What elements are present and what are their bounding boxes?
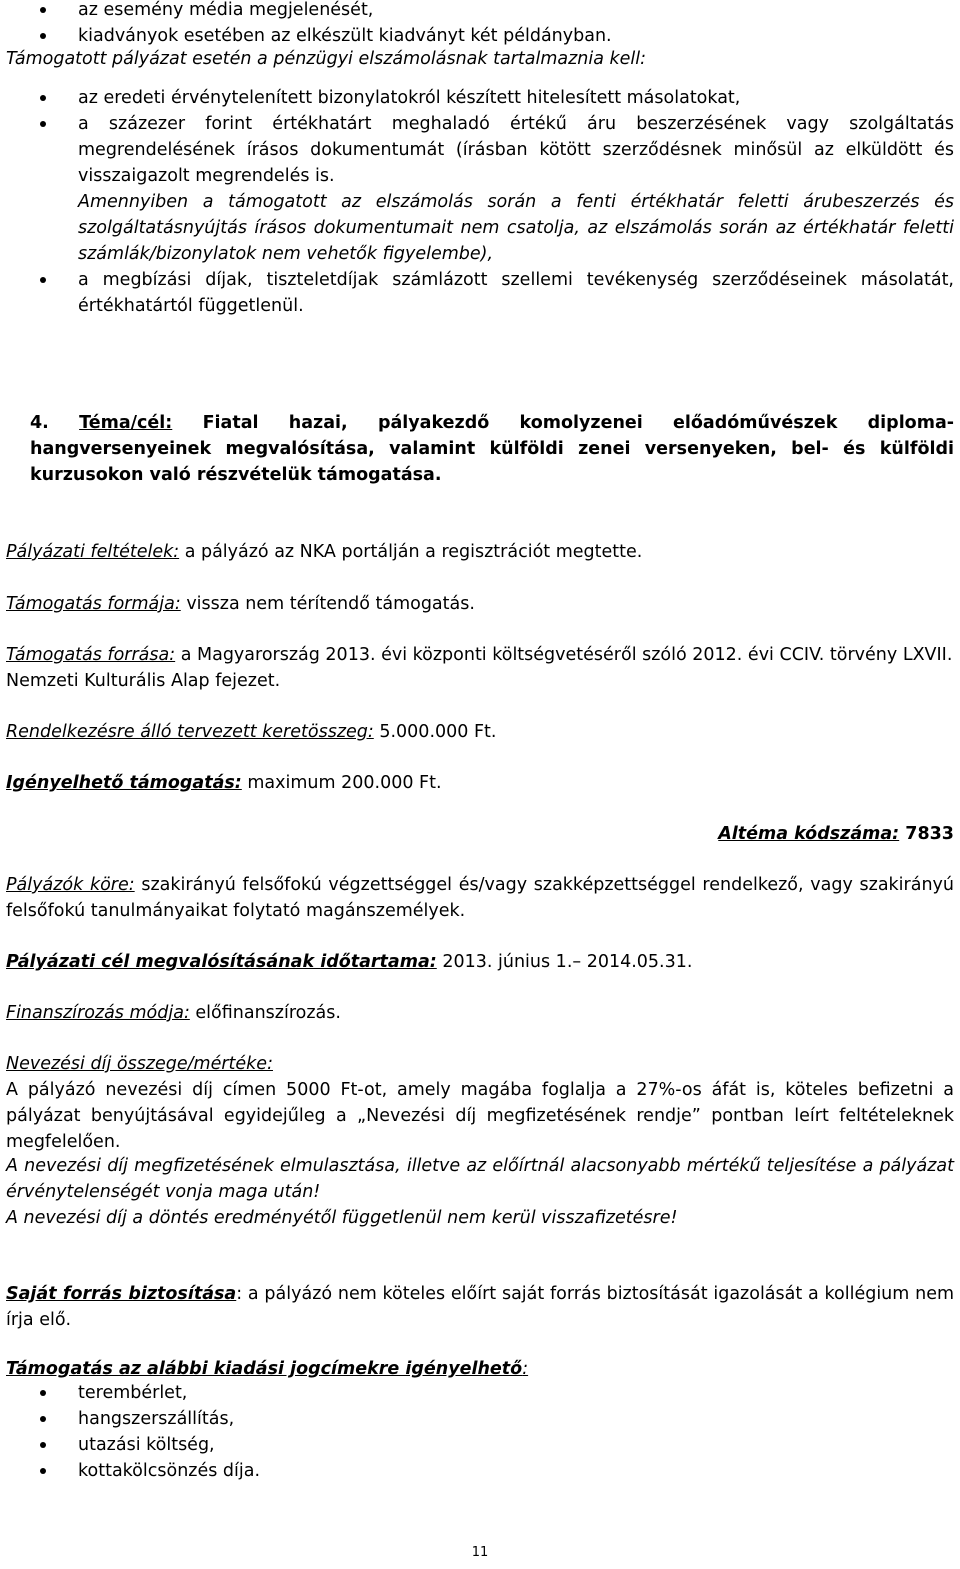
topic-number: 4. (30, 413, 49, 433)
budget-label: Rendelkezésre álló tervezett keretösszeg: (6, 722, 374, 742)
own-funds-label: Saját forrás biztosítása (6, 1284, 237, 1304)
financial-heading: Támogatott pályázat esetén a pénzügyi elszámolásnak tartalmaznia kell: (6, 49, 647, 69)
max-support-label: Igényelhető támogatás: (6, 773, 242, 793)
eligible-label: Támogatás az alábbi kiadási jogcímekre igényelhető (6, 1359, 523, 1379)
form-text: vissza nem térítendő támogatás. (180, 594, 475, 614)
subtopic-section (6, 821, 954, 847)
fee-warning-2: A nevezési díj a döntés eredményétől függetlenül nem kerül visszafizetésre! (6, 1208, 678, 1228)
eligible-list (0, 1380, 960, 1484)
subtopic-label: Altéma kódszáma: (718, 824, 900, 844)
applicants-text: szakirányú felsőfokú végzettséggel és/vagy szakképzettséggel rendelkező, vagy szakirányú felsőfokú tanulmányaikat folytató magánszemélyek. (6, 875, 954, 921)
source-label: Támogatás forrása: (6, 645, 176, 665)
fee-text: A pályázó nevezési díj címen 5000 Ft-ot, amely magába foglalja a 27%-os áfát is, köteles befizetni a pályázat benyújtásával egyidejűleg a „Nevezési díj megfizetésének rendje” pontban leírt feltételeknek megfelelően. (6, 1080, 954, 1152)
duration-section (6, 949, 954, 975)
list-item: az esemény média megjelenését, (0, 0, 960, 23)
own-funds-text: : a pályázó nem köteles előírt saját forrás biztosítását igazolását a kollégium nem írja elő. (6, 1284, 955, 1330)
applicants-section (6, 872, 954, 924)
topic-text: Fiatal hazai, pályakezdő komolyzenei előadóművészek diploma-hangversenyeinek megvalósítása, valamint külföldi zenei versenyeken, bel- és külföldi kurzusokon való részvételük támogatása. (30, 413, 955, 485)
conditions-section (6, 539, 954, 565)
applicants-label: Pályázók köre: (6, 875, 135, 895)
source-section (6, 642, 954, 694)
conditions-text: a pályázó az NKA portálján a regisztrációt megtette. (179, 542, 643, 562)
list-item: hangszerszállítás, (0, 1406, 960, 1432)
max-support-section (6, 770, 954, 796)
max-support-text: maximum 200.000 Ft. (241, 773, 442, 793)
duration-text: 2013. június 1.– 2014.05.31. (436, 952, 693, 972)
financial-note: Amennyiben a támogatott az elszámolás során a fenti értékhatár feletti árubeszerzés és szolgáltatásnyújtás írásos dokumentumait nem csatolja, az elszámolás során az értékhatár feletti számlák/bizonylatok nem vehetők figyelembe), (78, 192, 954, 264)
list-item: kottakölcsönzés díja. (0, 1458, 960, 1484)
list-item: a megbízási díjak, tiszteletdíjak számlázott szellemi tevékenység szerződéseinek másolatát, értékhatártól függetlenül. (0, 267, 960, 319)
topic-label: Téma/cél: (79, 413, 173, 433)
source-text: a Magyarország 2013. évi központi költségvetéséről szóló 2012. évi CCIV. törvény LXVII. Nemzeti Kulturális Alap fejezet. (6, 645, 953, 691)
duration-label: Pályázati cél megvalósításának időtartama: (6, 952, 437, 972)
financing-section (6, 1000, 954, 1026)
list-item: terembérlet, (0, 1380, 960, 1406)
financing-text: előfinanszírozás. (189, 1003, 341, 1023)
eligible-heading (6, 1356, 954, 1382)
budget-section (6, 719, 954, 745)
topic-section (30, 410, 954, 488)
list-item: kiadványok esetében az elkészült kiadványt két példányban. (0, 23, 960, 49)
list-item: az eredeti érvénytelenített bizonylatokról készített hitelesített másolatokat, (0, 85, 960, 111)
fee-label: Nevezési díj összege/mértéke: (6, 1054, 273, 1074)
top-bullet-list (0, 0, 960, 49)
form-section (6, 591, 954, 617)
subtopic-code: 7833 (899, 824, 954, 844)
own-funds-section (6, 1281, 954, 1333)
eligible-colon: : (522, 1359, 529, 1379)
list-item-text: a százezer forint értékhatárt meghaladó értékű áru beszerzésének vagy szolgáltatás megrendelésének írásos dokumentumát (írásban kötött szerződésnek minősül az elküldött és visszaigazolt megrendelés is. (78, 114, 954, 186)
budget-text: 5.000.000 Ft. (373, 722, 497, 742)
page-number: 11 (471, 1545, 489, 1560)
list-item (0, 111, 960, 189)
fee-warning-1: A nevezési díj megfizetésének elmulasztása, illetve az előírtnál alacsonyabb mértékű teljesítése a pályázat érvénytelenségét vonja maga után! (6, 1156, 954, 1202)
conditions-label: Pályázati feltételek: (6, 542, 180, 562)
form-label: Támogatás formája: (6, 594, 181, 614)
financial-bullet-list (0, 85, 960, 319)
financing-label: Finanszírozás módja: (6, 1003, 190, 1023)
list-item: utazási költség, (0, 1432, 960, 1458)
